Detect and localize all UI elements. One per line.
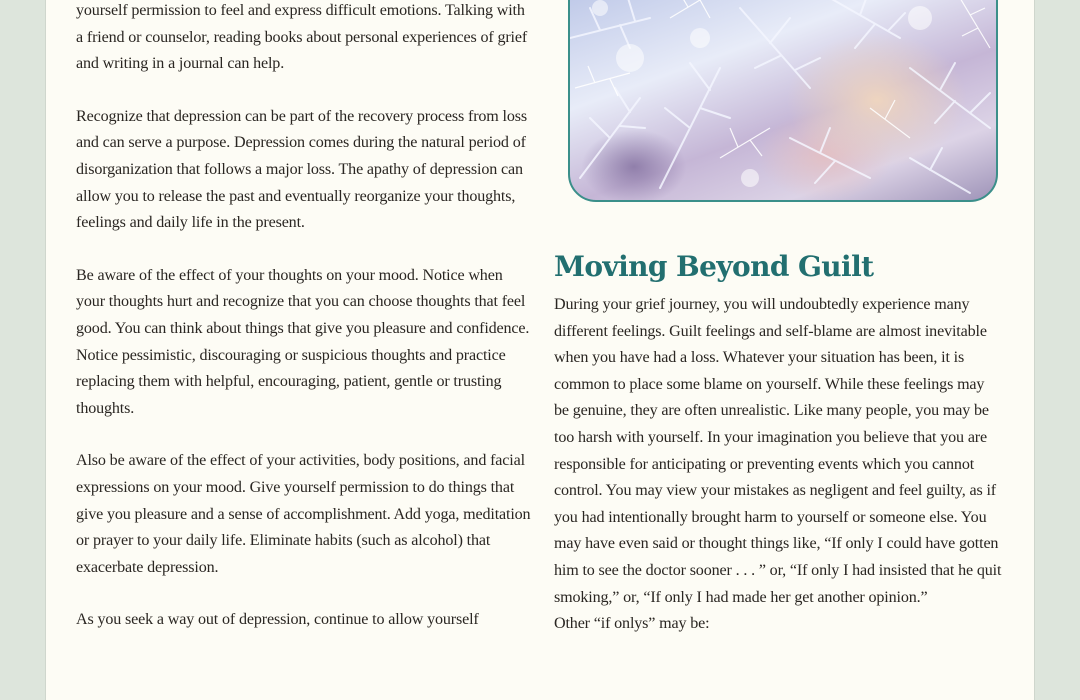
paragraph-depression-recovery: Recognize that depression can be part of the recovery process from loss and can serve a purpose. Depression comes during the natural period of disorganization that follows a major loss. The apathy of depression can allow you to release the past and eventually reorganize your thoughts, feelings and daily life in the present.	[76, 107, 527, 232]
paragraph-activities-mood: Also be aware of the effect of your activities, body positions, and facial expressions on your mood. Give yourself permission to do things that give you pleasure and a sense of accomplishment. Add yoga, meditation or prayer to your daily life. Eliminate habits (such as alcohol) that exacerbate depression.	[76, 452, 531, 576]
paragraph-guilt-feelings: During your grief journey, you will undoubtedly experience many different feelings. Guilt feelings and self-blame are almost inevitable when you have had a loss. Whatever your situation has been, it is common to place some blame on yourself. While these feelings may be genuine, they are often unrealistic. Like many people, you may be too harsh with yourself. In your imagination you believe that you are responsible for anticipating or preventing events which you cannot control. You may view your mistakes as negligent and feel guilty, as if you had intentionally brought harm to yourself or someone else. You may have even said or thought things like, “If only I could have gotten him to see the doctor sooner . . . ” or, “If only I had insisted that he quit smoking,” or, “If only I had made her get another opinion.”	[554, 296, 1002, 606]
paragraph-seek-way-out: As you seek a way out of depression, continue to allow yourself	[76, 611, 479, 629]
paragraph-thoughts-mood: Be aware of the effect of your thoughts on your mood. Notice when your thoughts hurt and recognize that you can choose thoughts that feel good. You can think about things that give you pleasure and confidence. Notice pessimistic, discouraging or suspicious thoughts and practice replacing them with helpful, encouraging, patient, gentle or trusting thoughts.	[76, 266, 530, 417]
left-column	[76, 0, 531, 660]
section-heading: Moving Beyond Guilt	[554, 250, 874, 283]
guilt-section-body	[554, 292, 1002, 638]
paragraph-other-if-onlys: Other “if onlys” may be:	[554, 615, 710, 633]
frost-pattern-icon	[570, 0, 996, 200]
frost-crystals-photo	[568, 0, 998, 202]
document-page	[46, 0, 1034, 700]
paragraph-express-emotions: yourself permission to feel and express difficult emotions. Talking with a friend or counselor, reading books about personal experiences of grief and writing in a journal can help.	[76, 2, 528, 73]
